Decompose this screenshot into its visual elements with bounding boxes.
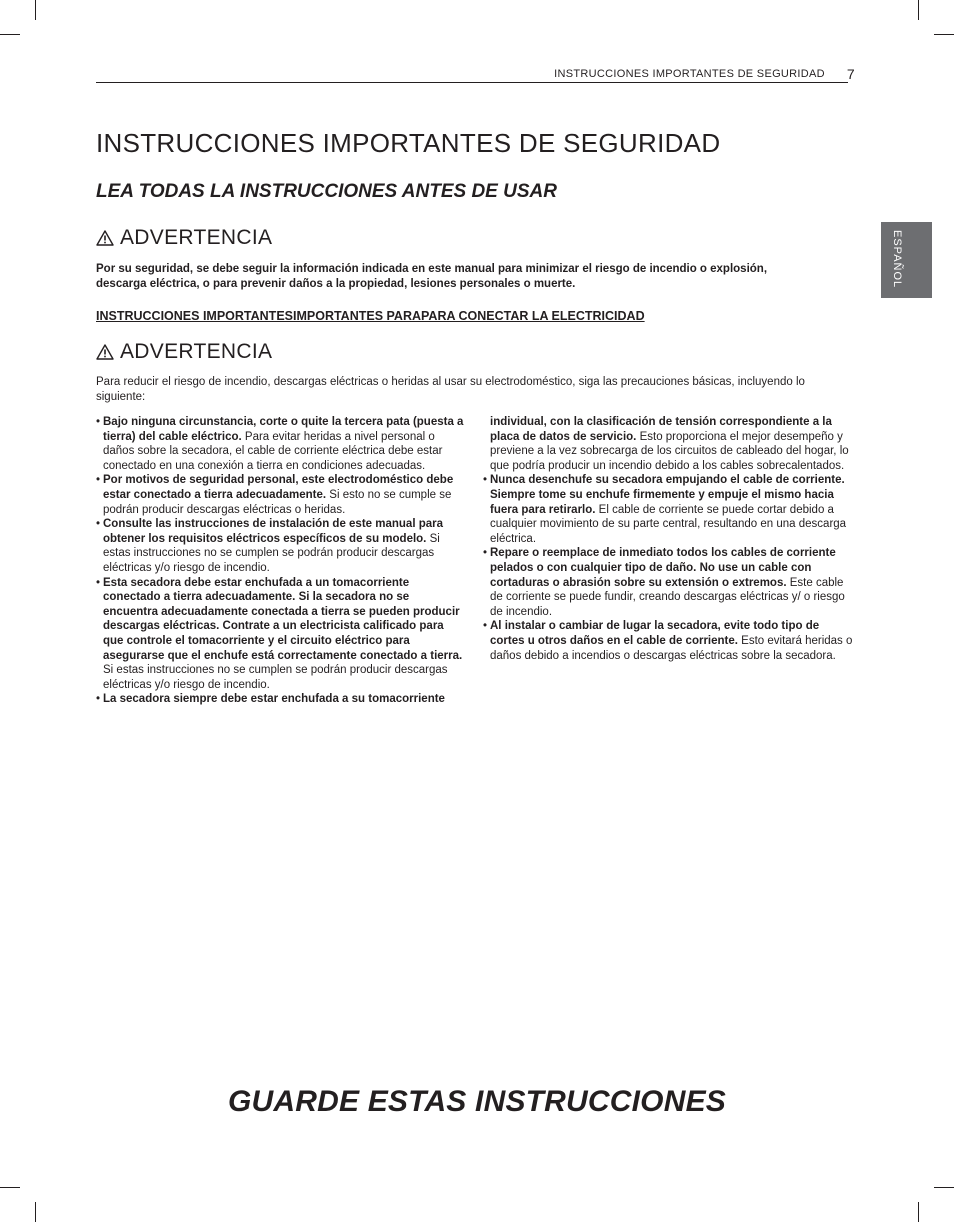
footer-title: GUARDE ESTAS INSTRUCCIONES xyxy=(227,1085,727,1118)
bullet-text: Esto evitará heridas o daños debido a incendios o descargas eléctricas sobre la secadora. xyxy=(490,634,853,662)
bullet-text: El cable de corriente se puede cortar debido a cualquier movimiento de su parte central, resultando en una descarga eléctrica. xyxy=(490,503,847,545)
language-tab-label: ESPAÑOL xyxy=(891,230,903,289)
bullet-text: Si estas instrucciones no se cumplen se podrán producir descargas eléctricas y/o riesgo de incendio. xyxy=(103,532,440,574)
bullet-icon: • xyxy=(96,576,101,589)
list-item-continued xyxy=(483,415,855,473)
warning-triangle-icon xyxy=(96,344,114,360)
bullet-bold: La secadora siempre debe estar enchufada a su tomacorriente xyxy=(103,693,445,706)
bullet-bold: Al instalar o cambiar de lugar la secadora, evite todo tipo de cortes u otros daños en el cable de corriente. xyxy=(490,620,820,647)
bullet-column-right xyxy=(483,415,855,663)
crop-mark xyxy=(0,34,20,35)
bullet-column-left xyxy=(96,415,464,707)
bullet-bold: Repare o reemplace de inmediato todos los cables de corriente pelados o con cualquier tipo de daño. No use un cable con cortaduras o abrasión sobre su extensión o extremos. xyxy=(490,547,836,589)
list-item xyxy=(96,517,464,575)
bullet-bold: Nunca desenchufe su secadora empujando el cable de corriente. Siempre tome su enchufe firmemente y empuje el mismo hacia fuera para retirarlo. xyxy=(490,474,845,516)
crop-mark xyxy=(0,1187,20,1188)
running-title: INSTRUCCIONES IMPORTANTES DE SEGURIDAD xyxy=(554,68,825,80)
crop-mark xyxy=(35,0,36,20)
list-item xyxy=(96,473,464,517)
running-header xyxy=(554,66,855,82)
bullet-icon: • xyxy=(96,693,101,706)
warning-heading xyxy=(96,226,856,250)
electrical-heading: INSTRUCCIONES IMPORTANTESIMPORTANTES PARAPARA CONECTAR LA ELECTRICIDAD xyxy=(96,309,645,323)
bullet-icon: • xyxy=(483,547,488,560)
list-item xyxy=(483,473,855,546)
list-item xyxy=(483,619,855,663)
page-title: INSTRUCCIONES IMPORTANTES DE SEGURIDAD xyxy=(96,128,721,158)
bullet-icon: • xyxy=(483,620,488,633)
warning-label: ADVERTENCIA xyxy=(120,340,273,363)
language-tab xyxy=(881,222,932,298)
bullet-bold: Bajo ninguna circunstancia, corte o quite la tercera pata (puesta a tierra) del cable eléctrico. xyxy=(103,416,464,443)
bullet-bold: Por motivos de seguridad personal, este electrodoméstico debe estar conectado a tierra adecuadamente. xyxy=(103,474,454,501)
list-item xyxy=(96,576,464,693)
warning-label: ADVERTENCIA xyxy=(120,226,273,249)
bullet-text: Si esto no se cumple se podrán producir descargas eléctricas o heridas. xyxy=(103,488,452,516)
warning-heading xyxy=(96,340,856,364)
crop-mark xyxy=(35,1202,36,1222)
header-rule xyxy=(96,82,848,83)
list-item xyxy=(96,692,464,707)
bullet-bold: individual, con la clasificación de tensión correspondiente a la placa de datos de servicio. xyxy=(490,416,832,443)
page-number: 7 xyxy=(846,66,855,82)
bullet-icon: • xyxy=(483,474,488,487)
bullet-text: Este cable de corriente se puede fundir, creando descargas eléctricas y/ o riesgo de incendio. xyxy=(490,576,845,618)
page-subtitle: LEA TODAS LA INSTRUCCIONES ANTES DE USAR xyxy=(96,181,557,202)
bullet-text: Si estas instrucciones no se cumplen se podrán producir descargas eléctricas y/o riesgo de incendio. xyxy=(103,664,448,691)
warning-triangle-icon xyxy=(96,230,114,246)
crop-mark xyxy=(918,0,919,20)
list-item xyxy=(483,546,855,619)
bullet-icon: • xyxy=(96,416,101,428)
crop-mark xyxy=(918,1202,919,1222)
bullet-text: Esto proporciona el mejor desempeño y previene a la vez sobrecarga de los circuitos de cableado del hogar, lo que podría producir un incendio debido a los cables sobrecalentados. xyxy=(490,430,849,472)
crop-mark xyxy=(934,34,954,35)
bullet-icon: • xyxy=(96,474,101,487)
list-item xyxy=(96,415,464,473)
warning-text: Para reducir el riesgo de incendio, descargas eléctricas o heridas al usar su electrodoméstico, siga las precauciones básicas, incluyendo lo siguiente: xyxy=(96,376,805,403)
bullet-bold: Consulte las instrucciones de instalación de este manual para obtener los requisitos eléctricos específicos de su modelo. xyxy=(103,518,443,545)
bullet-bold: Esta secadora debe estar enchufada a un tomacorriente conectado a tierra adecuadamente. Si la secadora no se encuentra adecuadamente conectada a tierra se pueden producir descargas eléctricas. Contrate a un electricista calificado para que controle el tomacorriente y el circuito eléctrico para asegurarse que el enchufe está correctamente conectado a tierra. xyxy=(103,576,463,662)
bullet-icon: • xyxy=(96,518,101,531)
bullet-text: Para evitar heridas a nivel personal o daños sobre la secadora, el cable de corriente eléctrica debe estar conectado en una conexión a tierra en condiciones adecuadas. xyxy=(103,430,443,472)
warning-text: Por su seguridad, se debe seguir la información indicada en este manual para minimizar el riesgo de incendio o explosión, descarga eléctrica, o para prevenir daños a la propiedad, lesiones personales o muerte. xyxy=(96,263,768,290)
crop-mark xyxy=(934,1187,954,1188)
